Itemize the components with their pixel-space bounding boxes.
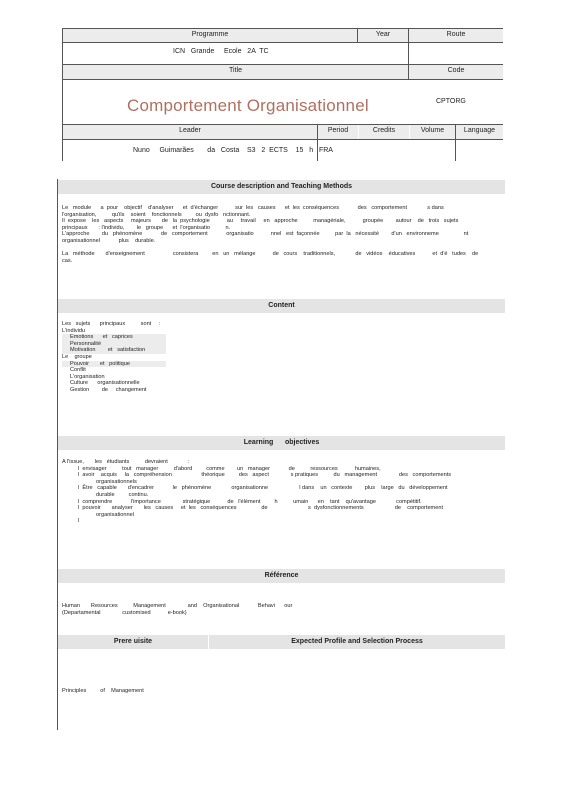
learning-objective-line: organisationnels [96, 478, 137, 485]
credits-header [359, 125, 409, 139]
description-line [62, 245, 502, 252]
content-item: Emotions et caprices [62, 334, 166, 341]
content-item: Gestion de changement [70, 386, 147, 393]
prerequisite-value: Principles of Management [62, 688, 144, 694]
content-header [58, 299, 505, 313]
learning-objective-line: l envisager tout manager d'abord comme un manager de ressources humaines, [78, 465, 381, 472]
credits-label: Credits [372, 127, 396, 134]
description-line: L'approche du phénomène de comportement organisatio nnel est façonnée par la nécessité d'un environneme nt [62, 231, 469, 238]
description-line: Il expose les aspects majeurs de la psychologie au travail en approche managériale, groupée autour de trois sujets [62, 218, 459, 225]
programme-label: Programme [191, 31, 229, 38]
content-body [62, 321, 362, 394]
programme-value: ICN Grande Ecole 2A TC [173, 48, 269, 55]
language-label: Language [463, 127, 496, 134]
course-description-body [62, 205, 502, 264]
leader-header [63, 125, 317, 139]
prerequisite-header [58, 635, 208, 649]
content-item: L'organisation [70, 373, 105, 380]
period-label: Period [327, 127, 349, 134]
content-item: Motivation et satisfaction [62, 347, 166, 354]
profile-header [209, 635, 505, 649]
learning-objectives-header [58, 436, 505, 450]
route-label: Route [446, 31, 466, 38]
route-header [409, 29, 503, 42]
content-title: Content [268, 302, 295, 309]
learning-objective-line: l pouvoir analyser les causes et les conséquences de s dysfonctionnements de comportement [78, 505, 443, 512]
description-line: Le module a pour objectif d'analyser et d'échanger sur les causes et les conséquences des comportement s dans [62, 205, 444, 211]
title-header [63, 65, 408, 79]
description-line: principaux : l'individu, le groupe et l'organisatio n. [62, 224, 231, 231]
description-line: La méthode d'enseignement consistera en un mélange de cours traditionnels, de vidéos éducatives et d'é tudes de [62, 251, 479, 258]
reference-line: (Departamental customised e-book) [62, 609, 187, 616]
learning-objective-line: durable continu. [96, 491, 149, 498]
reference-header [58, 569, 505, 583]
content-intro: Les sujets principaux sont : [62, 321, 161, 327]
course-code: CPTORG [436, 98, 466, 105]
profile-title: Expected Profile and Selection Process [291, 638, 423, 645]
content-item: Culture organisationnelle [70, 380, 140, 387]
description-line: organisationnel plus durable. [62, 237, 156, 244]
reference-body [62, 603, 362, 616]
prerequisite-title: Prere uisite [113, 638, 153, 645]
code-label: Code [447, 67, 465, 74]
content-item: Conflit [70, 367, 86, 374]
learning-objective-line: l Être capable d'encadrer le phénomène organisationne l dans un contexte plus large du développement [78, 485, 448, 492]
learning-objectives-body [62, 459, 502, 525]
volume-label: Volume [420, 127, 445, 134]
course-description-title: Course description and Teaching Methods [210, 183, 353, 190]
programme-header [63, 29, 357, 42]
content-item: Personnalité [62, 341, 166, 348]
content-item: L'individu [62, 327, 86, 334]
description-line: cas. [62, 257, 73, 264]
content-item: Pouvoir et politique [62, 361, 166, 368]
volume-header [410, 125, 455, 139]
learning-intro: A l'issue, les étudiants devraient : [62, 459, 190, 465]
reference-line: Human Resources Management and Organisational Behavi our [62, 603, 293, 609]
learning-objective-line: l avoir acquis la compréhension théorique des aspect s pratiques du management des comportements [78, 472, 452, 479]
leader-label: Leader [179, 127, 201, 134]
learning-objective-line: l [78, 518, 80, 525]
language-header [456, 125, 503, 139]
course-title: Comportement Organisationnel [127, 96, 369, 115]
reference-title: Référence [264, 572, 299, 579]
period-header [318, 125, 358, 139]
learning-objective-line: l comprendre l'importance stratégique de l'élément h umain en tant qu'avantage compétitif. [78, 498, 422, 505]
description-line: l'organisation, qu'ils soient fonctionnels ou dysfo nctionnant. [62, 211, 251, 218]
year-header [358, 29, 408, 42]
learning-objective-line: organisationnel [96, 511, 134, 518]
year-label: Year [375, 31, 391, 38]
title-label: Title [229, 67, 242, 74]
code-header [409, 65, 503, 79]
learning-objectives-title: Learning objectives [243, 439, 320, 446]
leader-value: Nuno Guimarães da Costa S3 2 ECTS 15 h FRA [133, 147, 333, 154]
course-description-header [58, 180, 505, 194]
content-item: Le groupe [62, 353, 92, 360]
